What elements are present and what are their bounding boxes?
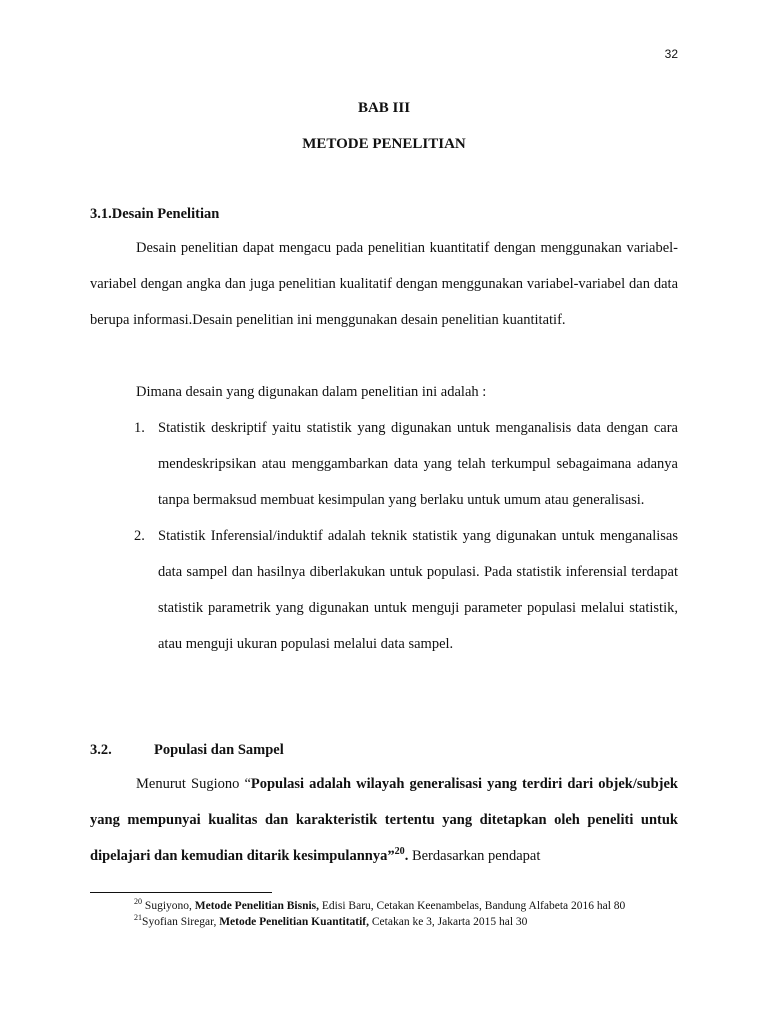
section-heading-desain: 3.1.Desain Penelitian — [90, 206, 220, 222]
footnote-divider — [90, 892, 272, 893]
footnote-author: Syofian Siregar, — [142, 916, 220, 928]
list-item-number: 2. — [134, 528, 145, 544]
paragraph-trailing: Berdasarkan pendapat — [408, 848, 541, 864]
design-list — [134, 410, 678, 662]
footnote-number: 20 — [134, 897, 143, 907]
section-heading-populasi — [90, 742, 284, 759]
list-item-text: Statistik Inferensial/induktif adalah teknik statistik yang digunakan untuk menganalisas data sampel dan hasilnya diberlakukan untuk populasi. Pada statistik inferensial terdapat statistik parametrik yang digunakan untuk menguji parameter populasi melalui statistik, atau menguji ukuran populasi melalui data sampel. — [158, 528, 678, 652]
chapter-title: METODE PENELITIAN — [302, 136, 466, 152]
section-heading-number: 3.2. — [90, 742, 112, 758]
footnote-rest: Cetakan ke 3, Jakarta 2015 hal 30 — [369, 916, 528, 928]
footnote-title: Metode Penelitian Bisnis, — [194, 900, 320, 912]
quote-end: . — [404, 848, 409, 864]
footnote-ref[interactable]: 20 — [394, 846, 405, 858]
paragraph-desain-text: Desain penelitian dapat mengacu pada penelitian kuantitatif dengan menggunakan variabel-variabel dengan angka dan juga penelitian kualitatif dengan menggunakan variabel-variabel dan data berupa informasi.Desain penelitian ini menggunakan desain penelitian kuantitatif. — [90, 240, 678, 328]
paragraph-populasi — [90, 766, 678, 874]
paragraph-dimana-text: Dimana desain yang digunakan dalam penelitian ini adalah : — [136, 384, 487, 400]
paragraph-intro: Menurut Sugiono “ — [136, 776, 251, 792]
footnote-number: 21 — [134, 913, 143, 923]
list-item — [134, 518, 678, 662]
chapter-label: BAB III — [357, 100, 411, 116]
footnotes — [134, 898, 694, 930]
page-number: 32 — [664, 47, 678, 61]
footnote-title: Metode Penelitian Kuantitatif, — [219, 916, 370, 928]
section-heading-text: Populasi dan Sampel — [154, 742, 284, 758]
footnote-author: Sugiyono, — [142, 900, 195, 912]
footnote-rest: Edisi Baru, Cetakan Keenambelas, Bandung Alfabeta 2016 hal 80 — [319, 900, 626, 912]
list-item-text: Statistik deskriptif yaitu statistik yang digunakan untuk menganalisis data dengan cara mendeskripsikan atau menggambarkan data yang telah terkumpul sebagaimana adanya tanpa bermaksud membuat kesimpulan yang berlaku untuk umum atau generalisasi. — [158, 420, 678, 508]
paragraph-dimana — [90, 374, 678, 410]
footnote-item — [134, 898, 694, 914]
list-item-number: 1. — [134, 420, 145, 436]
list-item — [134, 410, 678, 518]
quote-populasi: Populasi adalah wilayah generalisasi yang terdiri dari objek/subjek yang mempunyai kualitas dan karakteristik tertentu yang ditetapkan oleh peneliti untuk dipelajari dan kemudian ditarik kesimpulannya” — [90, 776, 678, 864]
footnote-item — [134, 914, 694, 930]
paragraph-desain — [90, 230, 678, 338]
